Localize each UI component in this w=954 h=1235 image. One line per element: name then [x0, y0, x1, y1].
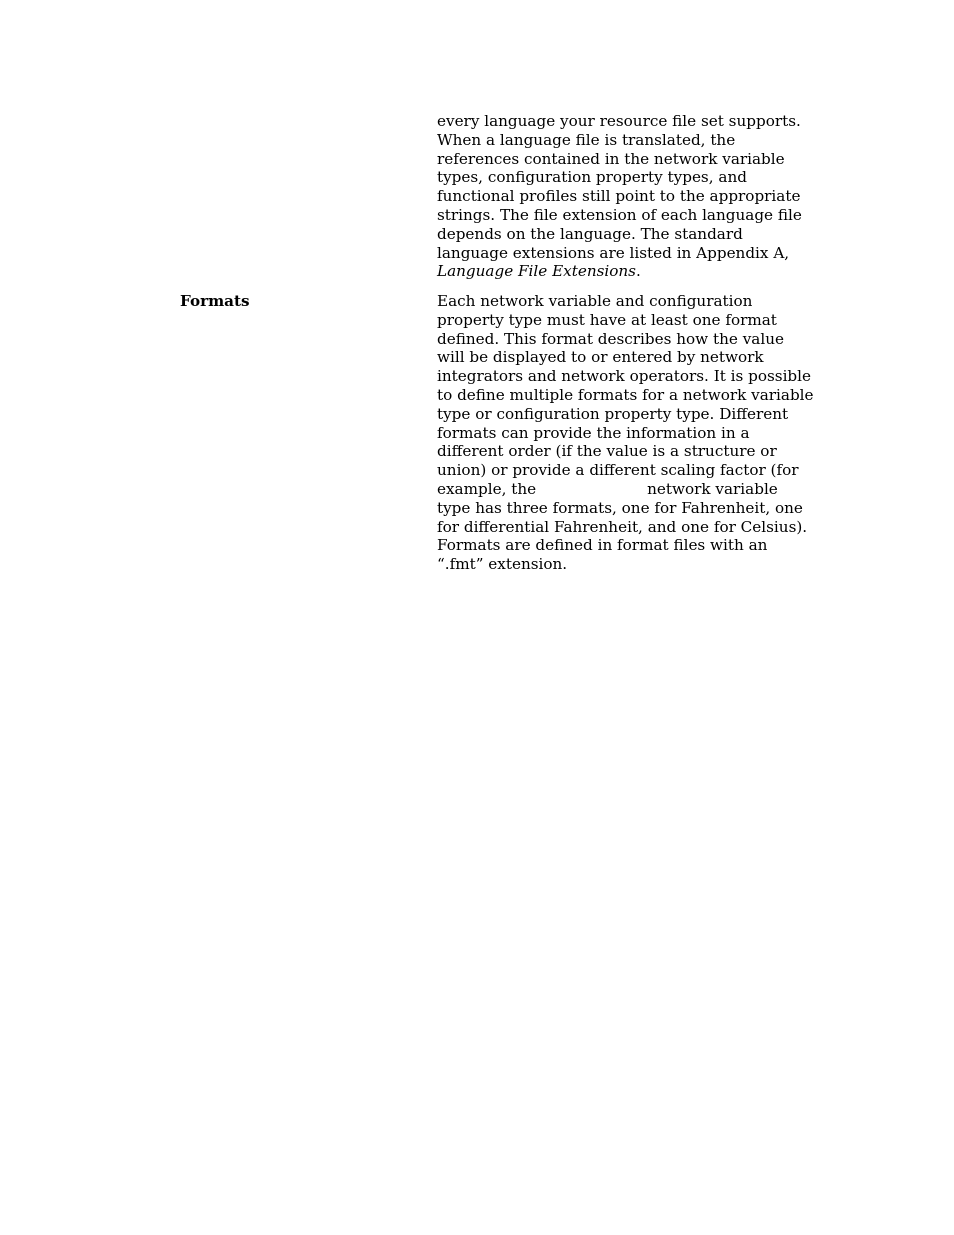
paragraph-line: integrators and network operators. It is possible [437, 367, 811, 386]
example-line-start: example, the [437, 479, 537, 498]
paragraph-line: depends on the language. The standard [437, 224, 743, 243]
paragraph-line: formats can provide the information in a [437, 423, 750, 442]
example-line-end: network variable [647, 479, 778, 498]
paragraph-line: functional profiles still point to the appropriate [437, 187, 801, 206]
paragraph-line: strings. The file extension of each language file [437, 205, 802, 224]
paragraph-line-last [437, 262, 797, 281]
paragraph-line: references contained in the network variable [437, 149, 785, 168]
paragraph-line: union) or provide a different scaling factor (for [437, 461, 799, 480]
paragraph-line: property type must have at least one format [437, 310, 777, 329]
paragraph-line: types, configuration property types, and [437, 168, 747, 187]
paragraph-line: Formats are defined in format files with an [437, 536, 768, 555]
paragraph-line: language extensions are listed in Appendix A, [437, 243, 790, 262]
paragraph-line: defined. This format describes how the value [437, 329, 784, 348]
paragraph-line: type or configuration property type. Different [437, 404, 789, 423]
example-line [437, 480, 797, 499]
paragraph-line: every language your resource file set supports. [437, 112, 801, 130]
period: . [635, 262, 641, 281]
appendix-reference: Language File Extensions [437, 262, 636, 281]
paragraph-line: for differential Fahrenheit, and one for Celsius). [437, 517, 808, 536]
language-files-paragraph [437, 112, 802, 281]
paragraph-line: different order (if the value is a structure or [437, 442, 777, 461]
formats-paragraph [437, 292, 814, 574]
paragraph-line: will be displayed to or entered by network [437, 348, 764, 367]
paragraph-line: “.fmt” extension. [437, 555, 568, 574]
paragraph-line: Each network variable and configuration [437, 292, 753, 310]
formats-heading: Formats [180, 292, 250, 310]
paragraph-line: type has three formats, one for Fahrenheit, one [437, 498, 803, 517]
paragraph-line: to define multiple formats for a network variable [437, 385, 814, 404]
paragraph-line: When a language file is translated, the [437, 130, 736, 149]
